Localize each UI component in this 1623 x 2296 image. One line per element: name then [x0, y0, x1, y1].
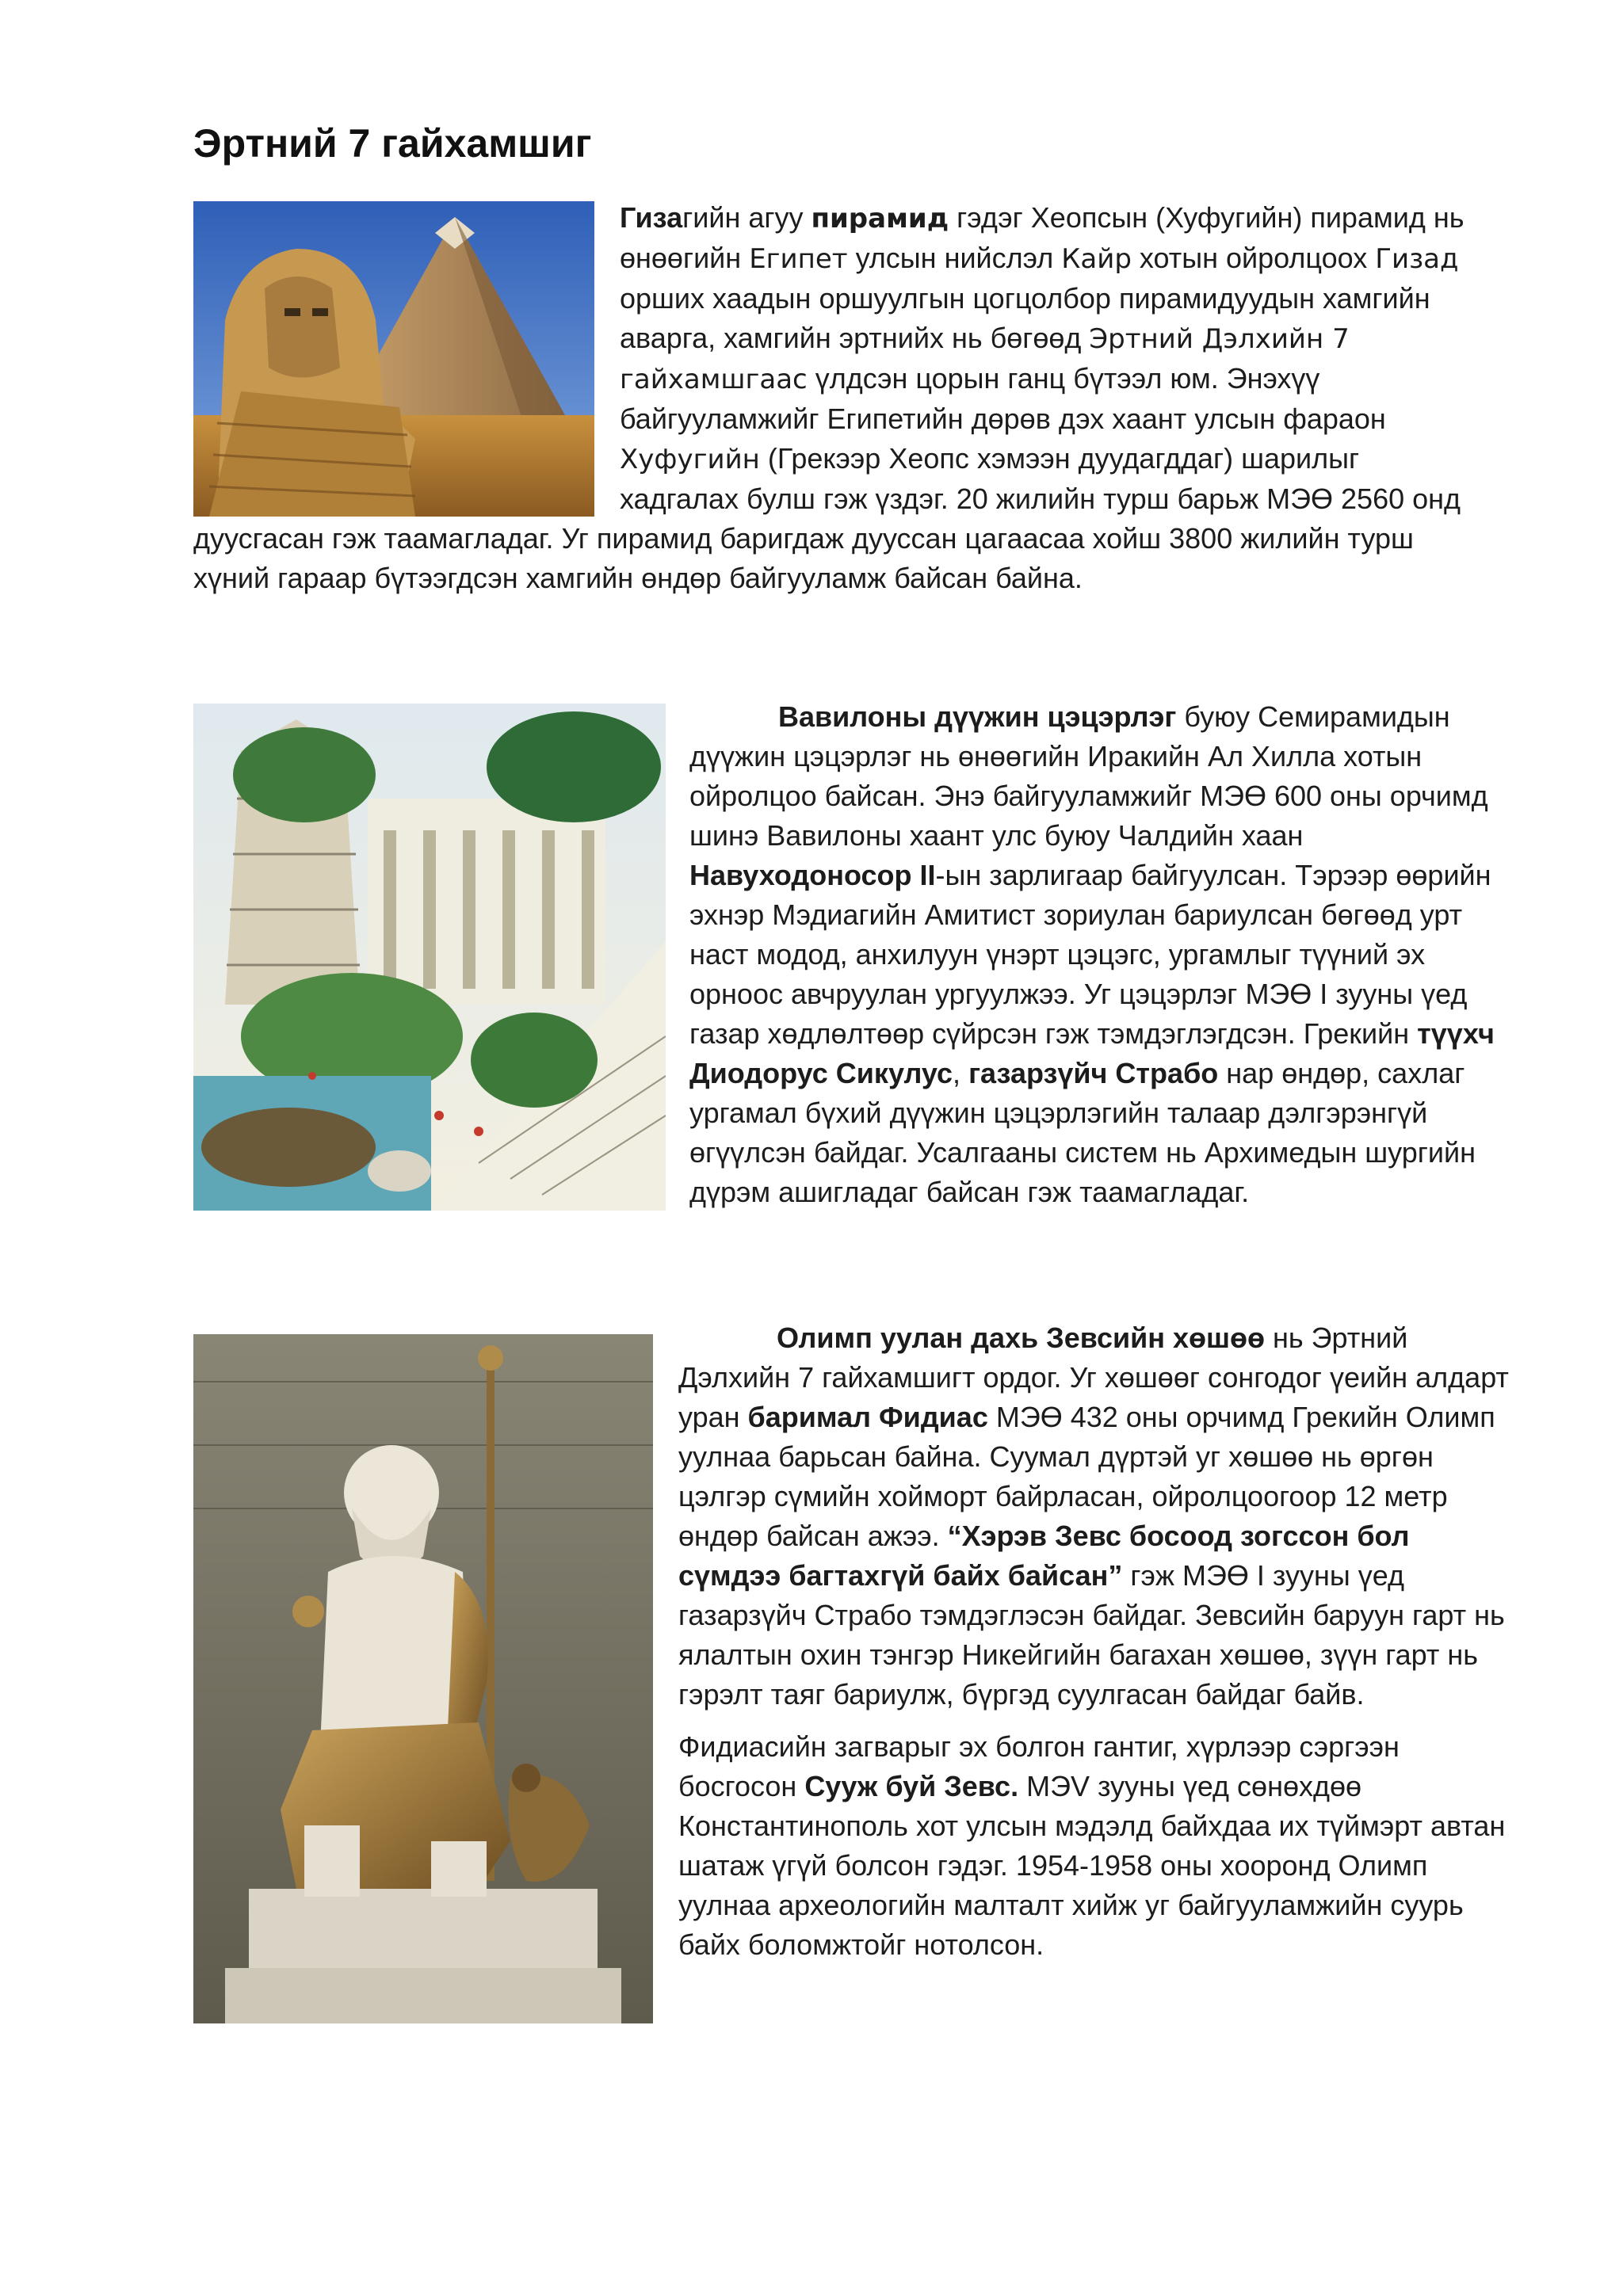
text-giza: Гиза [620, 201, 683, 234]
text-run: гийн агуу [682, 201, 812, 234]
hanging-gardens-image [193, 704, 666, 1211]
text-nebuchadnezzar: Навуходоносор II [689, 859, 936, 891]
section-hanging-gardens [193, 697, 1509, 1212]
text-run: МЭV зууны үед сөнөхдөө Константинополь хот улсын мэдэлд байхдаа их түймэрт автан шатаж үгүй болсон гэдэг. 1954-1958 оны хооронд Олимп уулнаа археологийн малталт хийж уг байгууламжийн суурь байх боломжтойг нотолсон. [678, 1770, 1506, 1961]
link-cairo: Кайр [1061, 243, 1132, 275]
text-run: -ын зарлигаар байгуулсан. Тэрээр өөрийн эхнэр Мэдиагийн Амитист зориулан бариулсан бөгөөд урт наст модод, анхилуун үнэрт цэцэгс, ургамлыг түүний эх орноос авчруулан ургуулжээ. Уг цэцэрлэг МЭӨ I зууны үед газар хөдлөлтөөр сүйрсэн гэж тэмдэглэгдсэн. Грекийн [689, 859, 1491, 1050]
text-run: буюу Семирамидын дүүжин цэцэрлэг нь өнөөгийн Иракийн Ал Хилла хотын ойролцоо байсан. Энэ байгууламжийг МЭӨ 600 оны орчимд шинэ Вавилоны хаант улс буюу Чалдийн хаан [689, 700, 1488, 852]
statue-of-zeus-image [193, 1334, 653, 2023]
text-run: гэж МЭӨ I зууны үед газарзүйч Страбо тэмдэглэсэн байдаг. Зевсийн баруун гарт нь ялалтын охин тэнгэр Никейгийн багахан хөшөө, зүүн гарт нь гэрэлт таяг бариулж, бүргэд суулгасан байдаг байв. [678, 1559, 1505, 1711]
text-diodorus: түүхч Диодорус Сикулус [689, 1017, 1495, 1089]
text-seated-zeus: Сууж буй Зевс. [804, 1770, 1019, 1802]
text-run: орших хаадын оршуулгын цогцолбор пирамидуудын хамгийн аварга, хамгийн эртнийх нь бөгөөд [620, 282, 1430, 354]
text-statue-of-zeus: Олимп уулан дахь Зевсийн хөшөө [777, 1322, 1265, 1354]
text-run: улсын нийслэл [847, 242, 1062, 274]
text-strabo-quote: “Хэрэв Зевс босоод зогссон бол сүмдээ багтахгүй байх байсан” [678, 1520, 1410, 1592]
link-khufu: Хуфугийн [620, 444, 760, 475]
text-phidias: баримал Фидиас [747, 1401, 988, 1433]
page-title: Эртний 7 гайхамшиг [193, 121, 592, 166]
text-run: Фидиасийн загварыг эх болгон гантиг, хүрлээр сэргээн босгосон [678, 1730, 1400, 1802]
text-run: хотын ойролцоох [1131, 242, 1376, 274]
text-run: , [953, 1057, 969, 1089]
text-run: нь Эртний Дэлхийн 7 гайхамшигт ордог. Уг хөшөөг сонгодог үеийн алдарт уран [678, 1322, 1509, 1433]
link-seven-wonders: Эртний Дэлхийн 7 гайхамшгаас [620, 323, 1350, 395]
sphinx-pyramid-image [193, 201, 594, 517]
section-pyramid [193, 198, 1469, 598]
link-egypt: Египет [749, 243, 848, 275]
text-strabo: газарзүйч Страбо [968, 1057, 1219, 1089]
link-giza: Гизад [1375, 243, 1459, 275]
section-statue-of-zeus [193, 1318, 1509, 2023]
text-pyramid: пирамид [811, 203, 949, 235]
text-run: нар өндөр, сахлаг ургамал бүхий дүүжин цэцэрлэгийн талаар дэлгэрэнгүй өгүүлсэн байдаг. Усалгааны систем нь Архимедын шургийн дүрэм ашигладаг байсан гэж таамагладаг. [689, 1057, 1476, 1208]
text-run: (Грекээр Хеопс хэмээн дуудагддаг) шарилыг хадгалах булш гэж үздэг. 20 жилийн турш барьж МЭӨ 2560 онд дуусгасан гэж таамагладаг. Уг пирамид баригдаж дууссан цагаасаа хойш 3800 жилийн турш хүний гараар бүтээгдсэн хамгийн өндөр байгууламж байсан байна. [193, 442, 1461, 594]
text-run: гэдэг Хеопсын (Хуфугийн) пирамид нь өнөөгийн [620, 201, 1465, 274]
text-run: МЭӨ 432 оны орчимд Грекийн Олимп уулнаа барьсан байна. Суумал дүртэй уг хөшөө нь өргөн цэлгэр сүмийн хойморт байрласан, ойролцоогоор 12 метр өндөр байсан ажээ. [678, 1401, 1495, 1552]
text-hanging-gardens: Вавилоны дүүжин цэцэрлэг [778, 700, 1177, 733]
text-run: үлдсэн цорын ганц бүтээл юм. Энэхүү байгууламжийг Египетийн дөрөв дэх хаант улсын фараон [620, 362, 1386, 435]
